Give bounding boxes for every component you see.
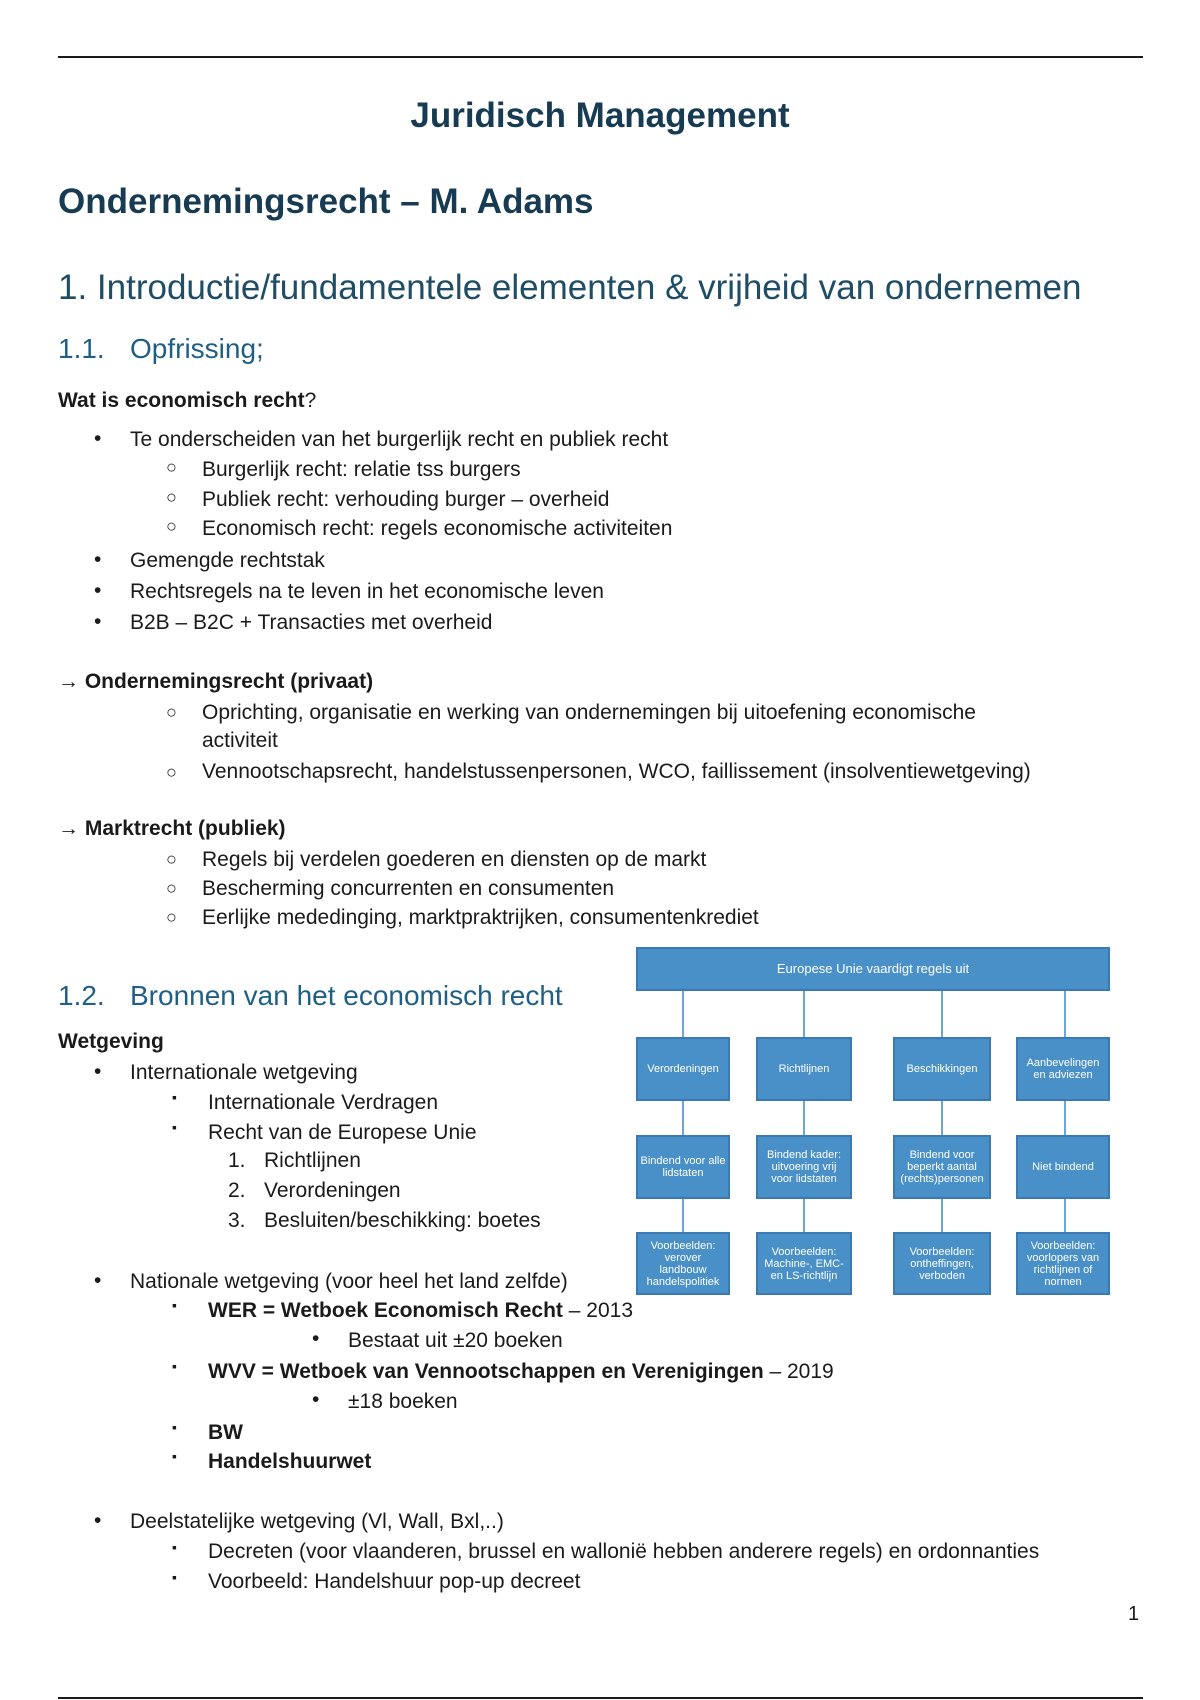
square-bullet-icon: ▪: [172, 1539, 177, 1555]
bullet-dot-icon: •: [94, 1269, 102, 1292]
bullet-dot-icon: •: [312, 1388, 320, 1411]
wvv-bold: WVV = Wetboek van Vennootschappen en Verenigingen: [208, 1360, 764, 1383]
list-item: Rechtsregels na te leven in het economische leven: [130, 580, 604, 603]
square-bullet-icon: ▪: [172, 1089, 177, 1105]
circle-bullet-icon: ○: [166, 487, 177, 507]
list-item: [208, 1360, 834, 1384]
diagram-box-examples: Voorbeelden: ontheffingen, verboden: [893, 1232, 991, 1295]
marktrecht-label: [58, 817, 286, 841]
square-bullet-icon: ▪: [172, 1119, 177, 1135]
bullet-dot-icon: •: [94, 610, 102, 633]
square-bullet-icon: ▪: [172, 1419, 177, 1435]
diagram-top-box: Europese Unie vaardigt regels uit: [636, 947, 1110, 991]
section-title: Bronnen van het economisch recht: [130, 980, 563, 1011]
list-item: Besluiten/beschikking: boetes: [264, 1209, 541, 1232]
diagram-box-beschikkingen: Beschikkingen: [893, 1037, 991, 1101]
arrow-right-icon: →: [58, 817, 79, 840]
diagram-box-aanbevelingen: Aanbevelingen en adviezen: [1016, 1037, 1110, 1101]
list-item: Internationale Verdragen: [208, 1091, 439, 1114]
diagram-box-examples: Voorbeelden: verover landbouw handelspolitiek: [636, 1232, 730, 1295]
list-number: 2.: [228, 1179, 246, 1202]
list-item: Decreten (voor vlaanderen, brussel en wallonië hebben anderere regels) en ordonnanties: [208, 1540, 1040, 1563]
circle-bullet-icon: ○: [166, 907, 177, 927]
label-text: Marktrecht (publiek): [84, 817, 286, 840]
square-bullet-icon: ▪: [172, 1297, 177, 1313]
heading-opfrissing: [58, 333, 264, 365]
circle-bullet-icon: ○: [166, 702, 177, 722]
list-number: 3.: [228, 1209, 246, 1232]
list-item: Internationale wetgeving: [130, 1061, 358, 1084]
circle-bullet-icon: ○: [166, 849, 177, 869]
list-item: Vennootschapsrecht, handelstussenpersonen, WCO, faillissement (insolventiewetgeving): [202, 760, 1031, 783]
circle-bullet-icon: ○: [166, 516, 177, 536]
label-text: Ondernemingsrecht (privaat): [84, 670, 374, 693]
list-item: Nationale wetgeving (voor heel het land zelfde): [130, 1270, 568, 1293]
list-item-continuation: activiteit: [202, 729, 278, 752]
section-title: Opfrissing;: [130, 333, 264, 364]
bullet-dot-icon: •: [312, 1327, 320, 1350]
list-item: Handelshuurwet: [208, 1450, 372, 1473]
wer-year: – 2013: [562, 1299, 634, 1322]
page-number: 1: [1128, 1603, 1140, 1625]
heading-introductie: 1. Introductie/fundamentele elementen & vrijheid van ondernemen: [58, 268, 1082, 307]
circle-bullet-icon: ○: [166, 762, 177, 782]
circle-bullet-icon: ○: [166, 878, 177, 898]
list-item: Regels bij verdelen goederen en diensten op de markt: [202, 848, 707, 871]
list-item: Verordeningen: [264, 1179, 401, 1202]
bottom-rule: [58, 1697, 1143, 1699]
square-bullet-icon: ▪: [172, 1358, 177, 1374]
diagram-box-richtlijnen: Richtlijnen: [756, 1037, 852, 1101]
list-item: Publiek recht: verhouding burger – overheid: [202, 488, 610, 511]
top-rule: [58, 56, 1143, 58]
list-number: 1.: [228, 1149, 246, 1172]
heading-bronnen: [58, 980, 563, 1012]
list-item: Bescherming concurrenten en consumenten: [202, 877, 615, 900]
list-item: Richtlijnen: [264, 1149, 361, 1172]
heading-ondernemingsrecht: Ondernemingsrecht – M. Adams: [58, 182, 594, 221]
circle-bullet-icon: ○: [166, 457, 177, 477]
eu-regulation-diagram: [636, 947, 1110, 1295]
diagram-box-binding: Niet bindend: [1016, 1135, 1110, 1199]
arrow-right-icon: →: [58, 670, 79, 693]
list-item: Oprichting, organisatie en werking van ondernemingen bij uitoefening economische: [202, 701, 976, 724]
list-item: Te onderscheiden van het burgerlijk recht en publiek recht: [130, 428, 669, 451]
diagram-box-binding: Bindend voor alle lidstaten: [636, 1135, 730, 1199]
bullet-dot-icon: •: [94, 548, 102, 571]
list-item: Eerlijke mededinging, marktpraktrijken, consumentenkrediet: [202, 906, 759, 929]
question-mark: ?: [304, 389, 317, 412]
square-bullet-icon: ▪: [172, 1569, 177, 1585]
document-title: Juridisch Management: [410, 96, 790, 135]
bullet-dot-icon: •: [94, 1060, 102, 1083]
list-item: BW: [208, 1421, 243, 1444]
diagram-box-verordeningen: Verordeningen: [636, 1037, 730, 1101]
section-number: 1.2.: [58, 980, 105, 1011]
square-bullet-icon: ▪: [172, 1448, 177, 1464]
list-item: B2B – B2C + Transacties met overheid: [130, 611, 493, 634]
list-item: Burgerlijk recht: relatie tss burgers: [202, 458, 521, 481]
list-item: Voorbeeld: Handelshuur pop-up decreet: [208, 1570, 581, 1593]
diagram-box-binding: Bindend kader: uitvoering vrij voor lidstaten: [756, 1135, 852, 1199]
bullet-dot-icon: •: [94, 427, 102, 450]
bullet-dot-icon: •: [94, 579, 102, 602]
wetgeving-label: Wetgeving: [58, 1030, 164, 1053]
list-item: Bestaat uit ±20 boeken: [348, 1329, 563, 1352]
list-item: Economisch recht: regels economische activiteiten: [202, 517, 673, 540]
wvv-year: – 2019: [763, 1360, 834, 1383]
wer-bold: WER = Wetboek Economisch Recht: [208, 1299, 563, 1322]
ondernemingsrecht-label: [58, 670, 373, 694]
question-line: [58, 389, 316, 413]
list-item: Gemengde rechtstak: [130, 549, 325, 572]
bullet-dot-icon: •: [94, 1509, 102, 1532]
section-number: 1.1.: [58, 333, 105, 364]
diagram-box-examples: Voorbeelden: voorlopers van richtlijnen of normen: [1016, 1232, 1110, 1295]
list-item: Deelstatelijke wetgeving (Vl, Wall, Bxl,..): [130, 1510, 504, 1533]
list-item: [208, 1299, 633, 1323]
diagram-box-examples: Voorbeelden: Machine-, EMC- en LS-richtlijn: [756, 1232, 852, 1295]
diagram-box-binding: Bindend voor beperkt aantal (rechts)personen: [893, 1135, 991, 1199]
list-item: Recht van de Europese Unie: [208, 1121, 477, 1144]
question-bold: Wat is economisch recht: [58, 389, 305, 412]
list-item: ±18 boeken: [348, 1390, 458, 1413]
